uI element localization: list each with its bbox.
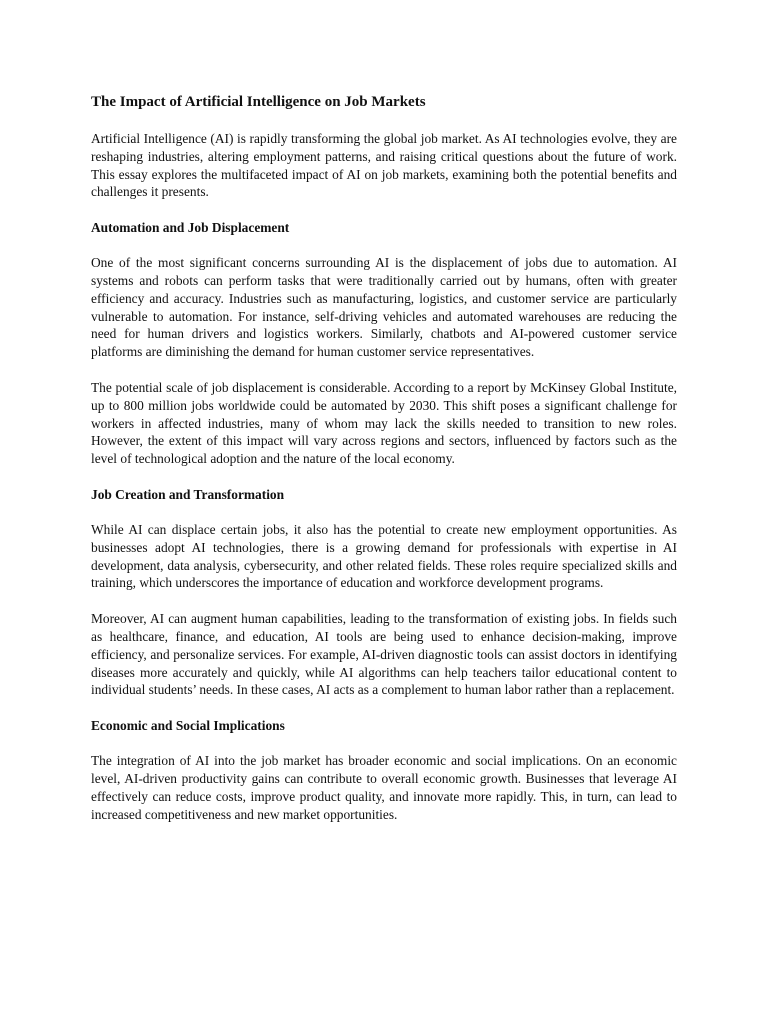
intro-paragraph: Artificial Intelligence (AI) is rapidly transforming the global job market. As AI technologies evolve, they are reshaping industries, altering employment patterns, and raising critical questions about the future of work. This essay explores the multifaceted impact of AI on job markets, examining both the potential benefits and challenges it presents. — [91, 131, 677, 200]
document-page — [91, 92, 677, 841]
page-title: The Impact of Artificial Intelligence on Job Markets — [91, 94, 426, 110]
paragraph: The potential scale of job displacement is considerable. According to a report by McKinsey Global Institute, up to 800 million jobs worldwide could be automated by 2030. This shift poses a significant challenge for workers in affected industries, many of whom may lack the skills needed to transition to new roles. However, the extent of this impact will vary across regions and sectors, influenced by factors such as the level of technological adoption and the nature of the local economy. — [91, 379, 677, 467]
section-heading-job-creation: Job Creation and Transformation — [91, 486, 285, 502]
section-heading-economic-social: Economic and Social Implications — [91, 718, 285, 734]
paragraph: The integration of AI into the job market has broader economic and social implications. On an economic level, AI-driven productivity gains can contribute to overall economic growth. Businesses that leverage AI effectively can reduce costs, improve product quality, and innovate more rapidly. This, in turn, can lead to increased competitiveness and new market opportunities. — [91, 753, 677, 822]
section-heading-automation: Automation and Job Displacement — [91, 220, 290, 236]
paragraph: Moreover, AI can augment human capabilities, leading to the transformation of existing jobs. In fields such as healthcare, finance, and education, AI tools are being used to enhance decision-making, improve efficiency, and personalize services. For example, AI-driven diagnostic tools can assist doctors in identifying diseases more accurately and quickly, while AI algorithms can help teachers tailor educational content to individual students’ needs. In these cases, AI acts as a complement to human labor rather than a replacement. — [91, 611, 677, 698]
paragraph: While AI can displace certain jobs, it also has the potential to create new employment opportunities. As businesses adopt AI technologies, there is a growing demand for professionals with expertise in AI development, data analysis, cybersecurity, and other related fields. These roles require specialized skills and training, which underscores the importance of education and workforce development programs. — [91, 521, 677, 591]
paragraph: One of the most significant concerns surrounding AI is the displacement of jobs due to automation. AI systems and robots can perform tasks that were traditionally carried out by humans, often with greater efficiency and accuracy. Industries such as manufacturing, logistics, and customer service are particularly vulnerable to automation. For instance, self-driving vehicles and automated warehouses are reducing the need for human drivers and logistics workers. Similarly, chatbots and AI-powered customer service platforms are diminishing the demand for human customer service representatives. — [91, 255, 677, 360]
